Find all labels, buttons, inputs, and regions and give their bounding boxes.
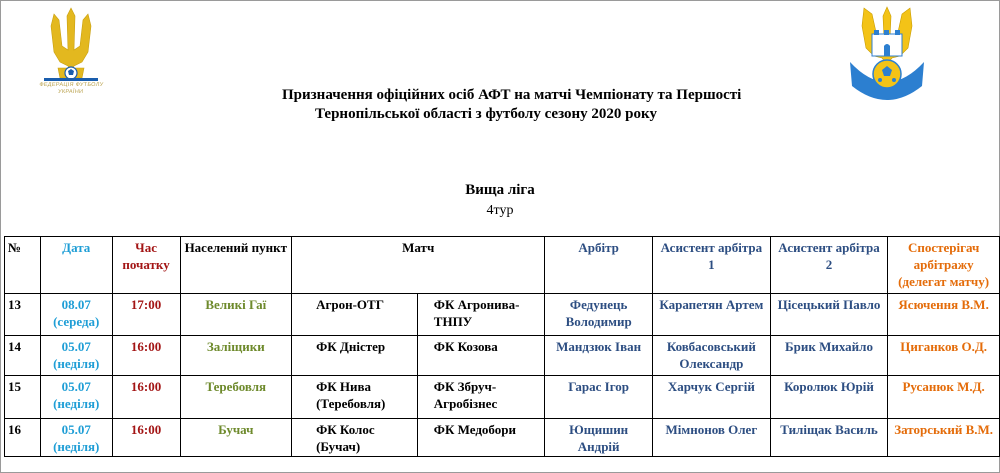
cell-place: Великі Гаї <box>180 294 292 336</box>
aft-logo-icon <box>842 4 932 120</box>
cell-observer: Ясючення В.М. <box>888 294 1000 336</box>
league-name: Вища ліга <box>465 182 535 198</box>
cell-place: Бучач <box>180 419 292 457</box>
col-header-observer: Спостерігач арбітражу (делегат матчу) <box>888 237 1000 294</box>
cell-assistant1: Харчук Сергій <box>652 376 770 419</box>
cell-num: 13 <box>5 294 41 336</box>
cell-time: 16:00 <box>112 336 180 376</box>
table-row <box>5 294 1000 336</box>
cell-away-team: ФК Збруч-Агробізнес <box>417 376 545 419</box>
table-row <box>5 419 1000 457</box>
cell-time: 17:00 <box>112 294 180 336</box>
cell-place: Теребовля <box>180 376 292 419</box>
cell-home-team: ФК Дністер <box>292 336 418 376</box>
cell-place: Заліщики <box>180 336 292 376</box>
col-header-num: № <box>5 237 41 294</box>
cell-referee: Ющишин Андрій <box>545 419 653 457</box>
cell-home-team: ФК Нива (Теребовля) <box>292 376 418 419</box>
title-line-2: Тернопільської області з футболу сезону 2020 року <box>315 106 657 122</box>
table-row <box>5 336 1000 376</box>
cell-date: 08.07 (середа) <box>40 294 112 336</box>
cell-observer: Циганков О.Д. <box>888 336 1000 376</box>
col-header-date: Дата <box>40 237 112 294</box>
col-header-assistant1: Асистент арбітра 1 <box>652 237 770 294</box>
cell-date: 05.07 (неділя) <box>40 419 112 457</box>
cell-assistant2: Королюк Юрій <box>770 376 888 419</box>
cell-num: 16 <box>5 419 41 457</box>
cell-home-team: ФК Колос (Бучач) <box>292 419 418 457</box>
cell-num: 14 <box>5 336 41 376</box>
cell-away-team: ФК Медобори <box>417 419 545 457</box>
cell-home-team: Агрон-ОТГ <box>292 294 418 336</box>
cell-date: 05.07 (неділя) <box>40 336 112 376</box>
ffu-logo-icon <box>36 6 106 116</box>
schedule-table <box>4 236 1000 457</box>
round-label: 4тур <box>486 203 514 218</box>
col-header-assistant2: Асистент арбітра 2 <box>770 237 888 294</box>
cell-date: 05.07 (неділя) <box>40 376 112 419</box>
header-row <box>5 237 1000 294</box>
cell-time: 16:00 <box>112 419 180 457</box>
cell-away-team: ФК Агронива-ТНПУ <box>417 294 545 336</box>
document-title <box>250 86 830 124</box>
cell-referee: Мандзюк Іван <box>545 336 653 376</box>
cell-num: 15 <box>5 376 41 419</box>
col-header-time: Час початку <box>112 237 180 294</box>
cell-assistant2: Цісецький Павло <box>770 294 888 336</box>
cell-referee: Гарас Ігор <box>545 376 653 419</box>
cell-assistant1: Карапетян Артем <box>652 294 770 336</box>
cell-observer: Русанюк М.Д. <box>888 376 1000 419</box>
col-header-referee: Арбітр <box>545 237 653 294</box>
cell-time: 16:00 <box>112 376 180 419</box>
col-header-match: Матч <box>292 237 545 294</box>
table-row <box>5 376 1000 419</box>
cell-assistant2: Тиліщак Василь <box>770 419 888 457</box>
cell-away-team: ФК Козова <box>417 336 545 376</box>
col-header-place: Населений пункт <box>180 237 292 294</box>
ffu-caption: ФЕДЕРАЦІЯ ФУТБОЛУ УКРАЇНИ <box>39 82 104 95</box>
cell-observer: Заторський В.М. <box>888 419 1000 457</box>
cell-referee: Федунець Володимир <box>545 294 653 336</box>
title-line-1: Призначення офіційних осіб АФТ на матчі Чемпіонату та Першості <box>282 87 742 103</box>
cell-assistant1: Ковбасовський Олександр <box>652 336 770 376</box>
cell-assistant2: Брик Михайло <box>770 336 888 376</box>
cell-assistant1: Мімнонов Олег <box>652 419 770 457</box>
